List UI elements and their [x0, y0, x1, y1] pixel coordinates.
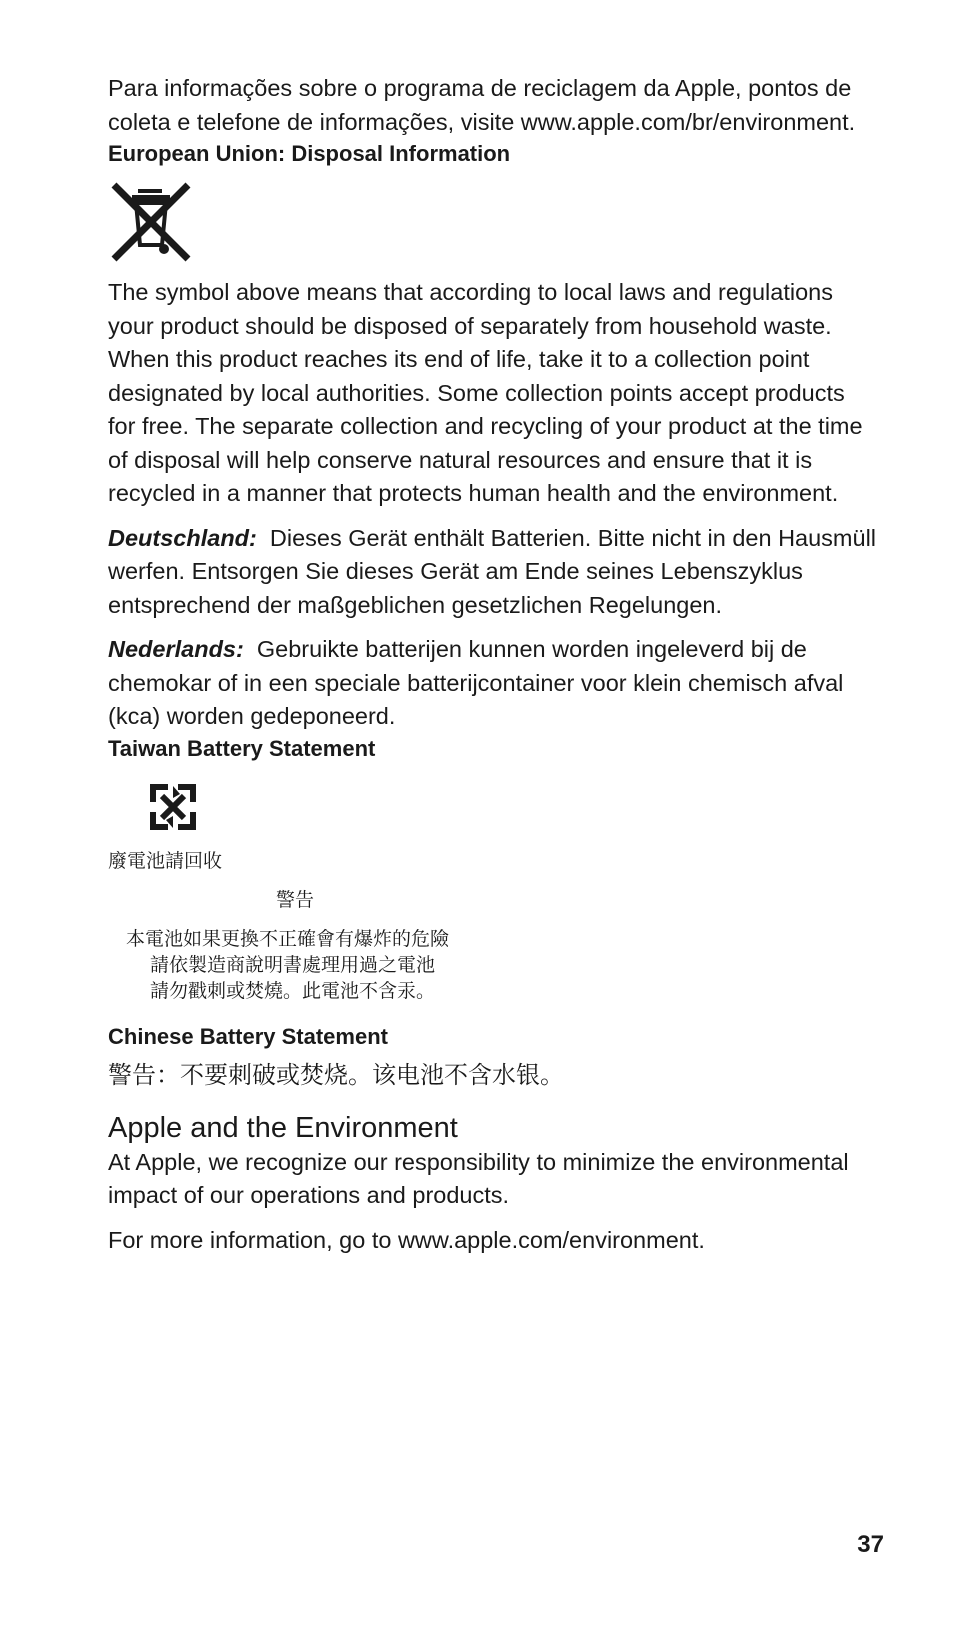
environment-heading: Apple and the Environment: [108, 1111, 458, 1144]
taiwan-recycle-text: 廢電池請回收: [108, 849, 223, 872]
deutschland-text: Dieses Gerät enthält Batterien. Bitte nicht in den Hausmüll werfen. Entsorgen Sie dieses Gerät am Ende seines Lebenszyklus entsprechend der maßgeblichen gesetzlichen Regelungen.: [108, 524, 877, 618]
nederlands-paragraph: [108, 633, 878, 734]
chinese-battery-text: 警告：不要刺破或焚烧。该电池不含水银。: [108, 1060, 564, 1089]
nederlands-text: Gebruikte batterijen kunnen worden ingeleverd bij de chemokar of in een speciale batterijcontainer voor klein chemisch afval (kca) worden gedeponeerd.: [108, 636, 844, 729]
taiwan-warning-line: 請依製造商說明書處理用過之電池: [150, 953, 436, 976]
page-number: 37: [857, 1531, 884, 1558]
environment-more-info: For more information, go to www.apple.com/environment.: [108, 1226, 705, 1253]
brazil-recycling-paragraph: Para informações sobre o programa de reciclagem da Apple, pontos de coleta e telefone de informações, visite www.apple.com/br/environment.: [108, 75, 856, 135]
crossed-out-wheelie-bin-icon: [108, 179, 194, 265]
environment-paragraph: At Apple, we recognize our responsibility to minimize the environmental impact of our operations and products.: [108, 1148, 849, 1208]
taiwan-warning-line: 本電池如果更換不正確會有爆炸的危險: [126, 927, 450, 950]
taiwan-warning-title: 警告: [276, 888, 315, 911]
taiwan-battery-heading: Taiwan Battery Statement: [108, 735, 376, 761]
taiwan-warning-body: [126, 926, 878, 1004]
taiwan-warning-line: 請勿戳刺或焚燒。此電池不含汞。: [150, 979, 436, 1002]
nederlands-lead: Nederlands:: [108, 636, 244, 662]
taiwan-battery-recycling-icon: [144, 778, 202, 836]
chinese-battery-heading: Chinese Battery Statement: [108, 1023, 388, 1049]
eu-disposal-heading: European Union: Disposal Information: [108, 141, 511, 166]
eu-disposal-paragraph: The symbol above means that according to local laws and regulations your product should be disposed of separately from household waste. When this product reaches its end of life, take it to a collection point designated by local authorities. Some collection points accept products for free. The separate collection and recycling of your product at the time of disposal will help conserve natural resources and ensure that it is recycled in a manner that protects human health and the environment.: [108, 279, 863, 506]
deutschland-lead: Deutschland:: [108, 524, 257, 551]
deutschland-paragraph: [108, 522, 878, 623]
page-content: [108, 72, 878, 1257]
